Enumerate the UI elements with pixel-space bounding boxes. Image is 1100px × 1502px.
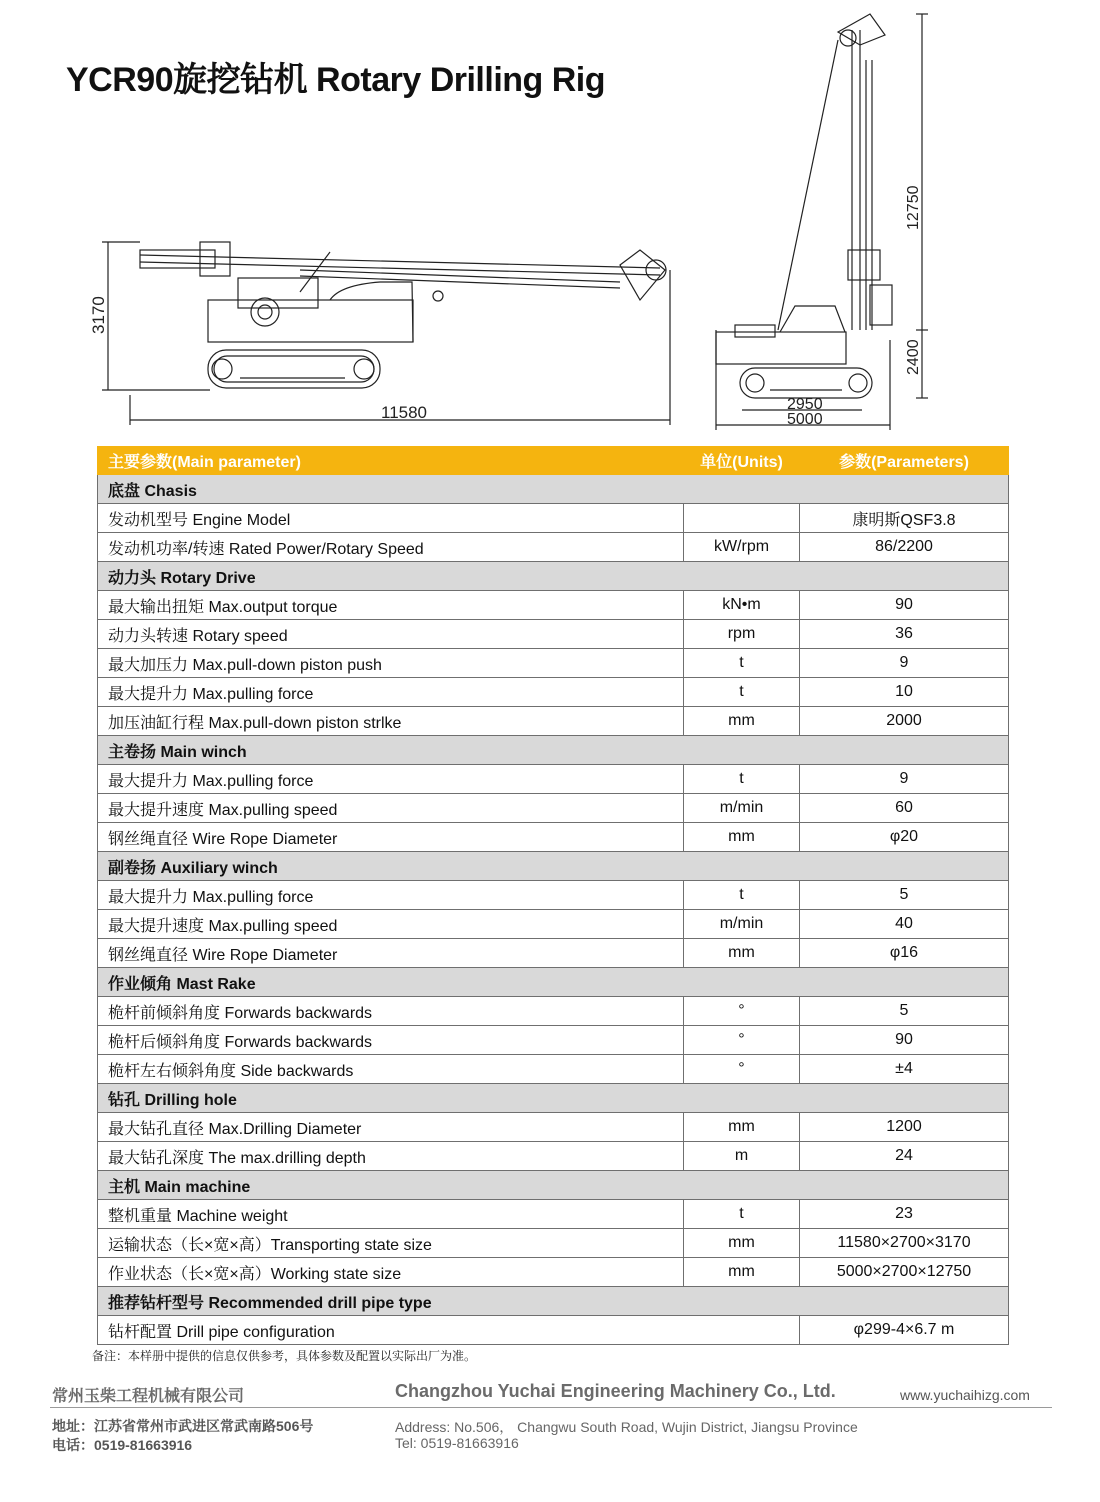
- table-row: [98, 591, 1009, 620]
- param-unit: [684, 504, 800, 533]
- table-row: [98, 1055, 1009, 1084]
- param-value: φ20: [800, 823, 1009, 852]
- disclaimer-note: 备注：本样册中提供的信息仅供参考，具体参数及配置以实际出厂为准。: [92, 1349, 477, 1363]
- param-value: 1200: [800, 1113, 1009, 1142]
- section-label: 推荐钻杆型号 Recommended drill pipe type: [98, 1287, 1009, 1316]
- param-unit: mm: [684, 939, 800, 968]
- table-row: [98, 1113, 1009, 1142]
- param-unit: t: [684, 649, 800, 678]
- phone-en: Tel: 0519-81663916: [395, 1435, 519, 1451]
- param-value: 5: [800, 997, 1009, 1026]
- section-chassis: [98, 475, 1009, 504]
- table-row: [98, 504, 1009, 533]
- param-name: 桅杆后倾斜角度 Forwards backwards: [98, 1026, 684, 1055]
- param-name: 最大提升速度 Max.pulling speed: [98, 910, 684, 939]
- table-row: [98, 765, 1009, 794]
- param-unit: mm: [684, 707, 800, 736]
- param-name: 最大钻孔深度 The max.drilling depth: [98, 1142, 684, 1171]
- table-row: [98, 649, 1009, 678]
- table-row: [98, 1316, 1009, 1345]
- section-mast-rake: [98, 968, 1009, 997]
- param-name: 整机重量 Machine weight: [98, 1200, 684, 1229]
- table-row: [98, 997, 1009, 1026]
- param-name: 最大加压力 Max.pull-down piston push: [98, 649, 684, 678]
- param-value: 2000: [800, 707, 1009, 736]
- param-unit: t: [684, 881, 800, 910]
- param-value: 康明斯QSF3.8: [800, 504, 1009, 533]
- param-unit: mm: [684, 1229, 800, 1258]
- param-name: 发动机功率/转速 Rated Power/Rotary Speed: [98, 533, 684, 562]
- param-unit: kN•m: [684, 591, 800, 620]
- param-value: φ16: [800, 939, 1009, 968]
- table-row: [98, 910, 1009, 939]
- param-unit: kW/rpm: [684, 533, 800, 562]
- param-value: 40: [800, 910, 1009, 939]
- section-label: 主机 Main machine: [98, 1171, 1009, 1200]
- table-row: [98, 794, 1009, 823]
- table-row: [98, 707, 1009, 736]
- table-row: [98, 939, 1009, 968]
- param-name: 钻杆配置 Drill pipe configuration: [98, 1316, 800, 1345]
- section-label: 主卷扬 Main winch: [98, 736, 1009, 765]
- param-value: 9: [800, 649, 1009, 678]
- company-name-cn: 常州玉柴工程机械有限公司: [52, 1388, 245, 1405]
- param-value: 23: [800, 1200, 1009, 1229]
- param-value: 5: [800, 881, 1009, 910]
- section-label: 钻孔 Drilling hole: [98, 1084, 1009, 1113]
- param-value: φ299-4×6.7 m: [800, 1316, 1009, 1345]
- param-unit: m/min: [684, 794, 800, 823]
- section-rotary-drive: [98, 562, 1009, 591]
- param-name: 最大钻孔直径 Max.Drilling Diameter: [98, 1113, 684, 1142]
- dim-track-length: 2950: [787, 396, 823, 413]
- transport-view: [102, 242, 670, 425]
- param-unit: t: [684, 765, 800, 794]
- param-value: 60: [800, 794, 1009, 823]
- param-unit: m/min: [684, 910, 800, 939]
- header-value: 参数(Parameters): [800, 447, 1009, 475]
- param-name: 最大提升速度 Max.pulling speed: [98, 794, 684, 823]
- param-name: 最大提升力 Max.pulling force: [98, 881, 684, 910]
- spec-table: [97, 446, 1009, 1345]
- param-name: 钢丝绳直径 Wire Rope Diameter: [98, 939, 684, 968]
- dim-transport-length: 11580: [381, 403, 428, 422]
- param-value: 9: [800, 765, 1009, 794]
- table-header-row: [98, 447, 1009, 475]
- footer-divider: [50, 1407, 1052, 1408]
- section-drill-pipe: [98, 1287, 1009, 1316]
- param-name: 桅杆前倾斜角度 Forwards backwards: [98, 997, 684, 1026]
- param-name: 最大提升力 Max.pulling force: [98, 765, 684, 794]
- page-title: YCR90旋挖钻机 Rotary Drilling Rig: [66, 61, 606, 99]
- section-label: 底盘 Chasis: [98, 475, 1009, 504]
- param-unit: °: [684, 1026, 800, 1055]
- param-unit: mm: [684, 1258, 800, 1287]
- param-unit: °: [684, 997, 800, 1026]
- section-aux-winch: [98, 852, 1009, 881]
- dim-transport-height: 3170: [89, 296, 108, 334]
- param-name: 钢丝绳直径 Wire Rope Diameter: [98, 823, 684, 852]
- param-unit: mm: [684, 1113, 800, 1142]
- param-value: 10: [800, 678, 1009, 707]
- section-drilling-hole: [98, 1084, 1009, 1113]
- param-name: 动力头转速 Rotary speed: [98, 620, 684, 649]
- table-row: [98, 823, 1009, 852]
- param-unit: m: [684, 1142, 800, 1171]
- param-value: ±4: [800, 1055, 1009, 1084]
- param-name: 最大提升力 Max.pulling force: [98, 678, 684, 707]
- dim-working-length: 5000: [787, 411, 823, 428]
- header-unit: 单位(Units): [684, 447, 800, 475]
- param-unit: t: [684, 678, 800, 707]
- param-value: 24: [800, 1142, 1009, 1171]
- table-row: [98, 678, 1009, 707]
- param-name: 运输状态（长×宽×高）Transporting state size: [98, 1229, 684, 1258]
- table-row: [98, 1026, 1009, 1055]
- param-unit: t: [684, 1200, 800, 1229]
- table-row: [98, 881, 1009, 910]
- param-name: 最大输出扭矩 Max.output torque: [98, 591, 684, 620]
- table-row: [98, 620, 1009, 649]
- section-label: 动力头 Rotary Drive: [98, 562, 1009, 591]
- rig-drawing: [0, 0, 1100, 440]
- section-label: 副卷扬 Auxiliary winch: [98, 852, 1009, 881]
- address-cn: 地址：江苏省常州市武进区常武南路506号: [52, 1418, 314, 1434]
- param-value: 86/2200: [800, 533, 1009, 562]
- param-name: 发动机型号 Engine Model: [98, 504, 684, 533]
- table-row: [98, 1200, 1009, 1229]
- param-unit: °: [684, 1055, 800, 1084]
- transport-labels: [89, 296, 427, 422]
- table-row: [98, 533, 1009, 562]
- table-row: [98, 1229, 1009, 1258]
- param-value: 90: [800, 591, 1009, 620]
- table-row: [98, 1258, 1009, 1287]
- param-value: 5000×2700×12750: [800, 1258, 1009, 1287]
- param-name: 加压油缸行程 Max.pull-down piston strlke: [98, 707, 684, 736]
- param-unit: rpm: [684, 620, 800, 649]
- website-link[interactable]: www.yuchaihizg.com: [900, 1387, 1030, 1403]
- header-param: 主要参数(Main parameter): [98, 447, 684, 475]
- dim-cab-height: 2400: [905, 339, 922, 375]
- working-view: [716, 14, 928, 430]
- param-name: 桅杆左右倾斜角度 Side backwards: [98, 1055, 684, 1084]
- dim-working-height: 12750: [905, 185, 922, 230]
- param-value: 90: [800, 1026, 1009, 1055]
- table-row: [98, 1142, 1009, 1171]
- param-value: 11580×2700×3170: [800, 1229, 1009, 1258]
- phone-cn: 电话：0519-81663916: [52, 1437, 193, 1453]
- address-en: Address: No.506， Changwu South Road, Wujin District, Jiangsu Province: [395, 1419, 858, 1435]
- company-name-en: Changzhou Yuchai Engineering Machinery Co., Ltd.: [395, 1381, 836, 1401]
- param-value: 36: [800, 620, 1009, 649]
- param-name: 作业状态（长×宽×高）Working state size: [98, 1258, 684, 1287]
- param-unit: mm: [684, 823, 800, 852]
- section-main-machine: [98, 1171, 1009, 1200]
- section-label: 作业倾角 Mast Rake: [98, 968, 1009, 997]
- section-main-winch: [98, 736, 1009, 765]
